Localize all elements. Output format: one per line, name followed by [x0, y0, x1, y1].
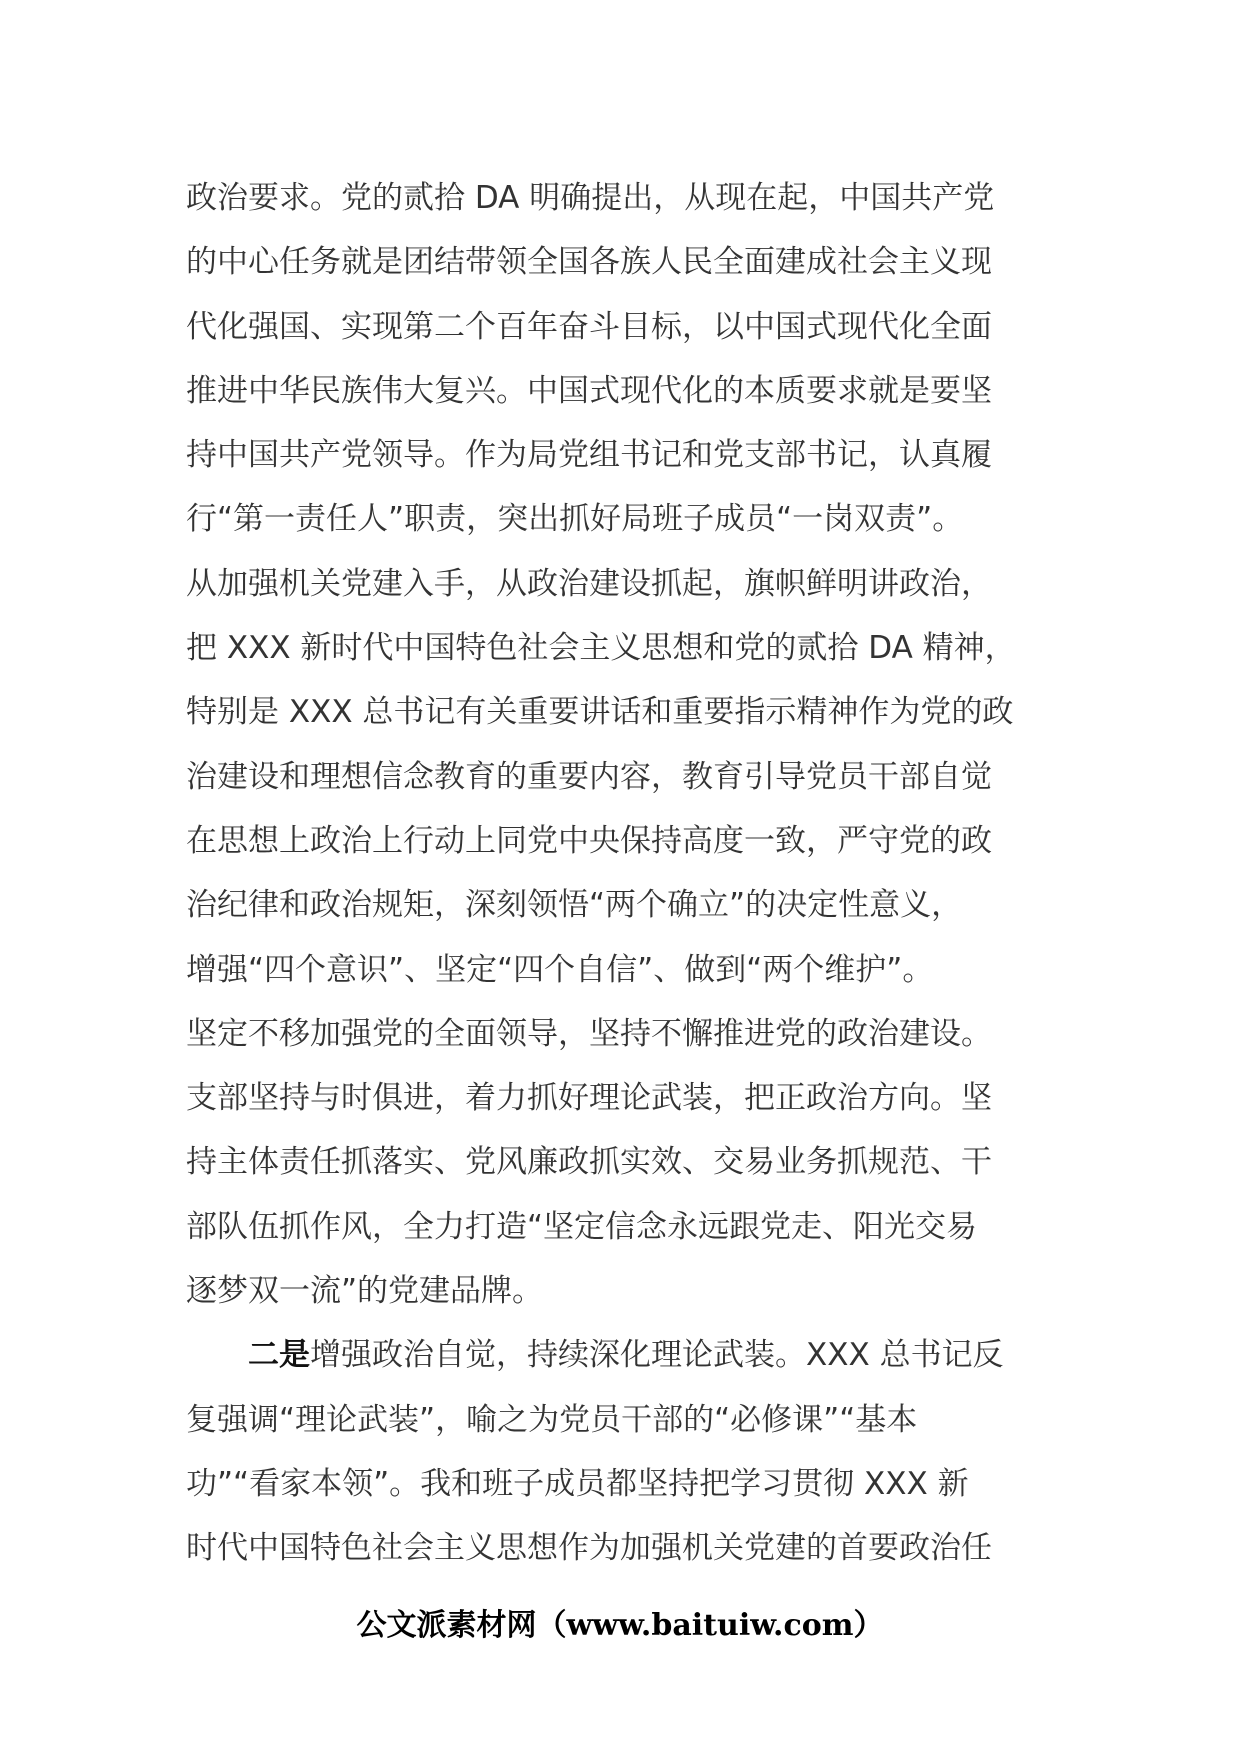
text-line: 把 XXX 新时代中国特色社会主义思想和党的贰拾 DA 精神，: [186, 630, 1016, 667]
paragraph-2-first-line: [186, 1323, 1066, 1387]
text-line: 时代中国特色社会主义思想作为加强机关党建的首要政治任: [186, 1530, 992, 1567]
text-line: 行“第一责任人”职责，突出抓好局班子成员“一岗双责”。: [186, 501, 964, 538]
text-line: 代化强国、实现第二个百年奋斗目标，以中国式现代化全面: [186, 308, 992, 345]
text-line: 功”“看家本领”。我和班子成员都坚持把学习贯彻 XXX 新: [186, 1465, 969, 1502]
text-line: 支部坚持与时俱进，着力抓好理论武装，把正政治方向。坚: [186, 1080, 992, 1117]
text-line: 持中国共产党领导。作为局党组书记和党支部书记，认真履: [186, 437, 992, 474]
text-line: 坚定不移加强党的全面领导，坚持不懈推进党的政治建设。: [186, 1015, 992, 1052]
text-line: 持主体责任抓落实、党风廉政抓实效、交易业务抓规范、干: [186, 1144, 992, 1181]
text-line: 治纪律和政治规矩，深刻领悟“两个确立”的决定性意义，: [186, 887, 963, 924]
paragraph-lead: 二是: [248, 1337, 310, 1374]
text-line: 推进中华民族伟大复兴。中国式现代化的本质要求就是要坚: [186, 372, 992, 409]
text-line: 治建设和理想信念教育的重要内容，教育引导党员干部自觉: [186, 758, 992, 795]
text-line: 从加强机关党建入手，从政治建设抓起，旗帜鲜明讲政治，: [186, 565, 992, 602]
document-body: [186, 166, 1066, 1581]
text-line: 复强调“理论武装”，喻之为党员干部的“必修课”“基本: [186, 1401, 918, 1438]
text-line: 逐梦双一流”的党建品牌。: [186, 1273, 544, 1310]
text-line: 特别是 XXX 总书记有关重要讲话和重要指示精神作为党的政: [186, 694, 1014, 731]
text-line: 增强“四个意识”、坚定“四个自信”、做到“两个维护”。: [186, 951, 934, 988]
footer-watermark: 公文派素材网（www.baituiw.com）: [356, 1608, 884, 1643]
text-line: 部队伍抓作风，全力打造“坚定信念永远跟党走、阳光交易: [186, 1208, 978, 1245]
text-line: 在思想上政治上行动上同党中央保持高度一致，严守党的政: [186, 822, 992, 859]
paragraph-2-first-line-text: 增强政治自觉，持续深化理论武装。XXX 总书记反: [310, 1337, 1004, 1374]
text-line: 的中心任务就是团结带领全国各族人民全面建成社会主义现: [186, 244, 992, 281]
text-line: 政治要求。党的贰拾 DA 明确提出，从现在起，中国共产党: [186, 180, 995, 216]
